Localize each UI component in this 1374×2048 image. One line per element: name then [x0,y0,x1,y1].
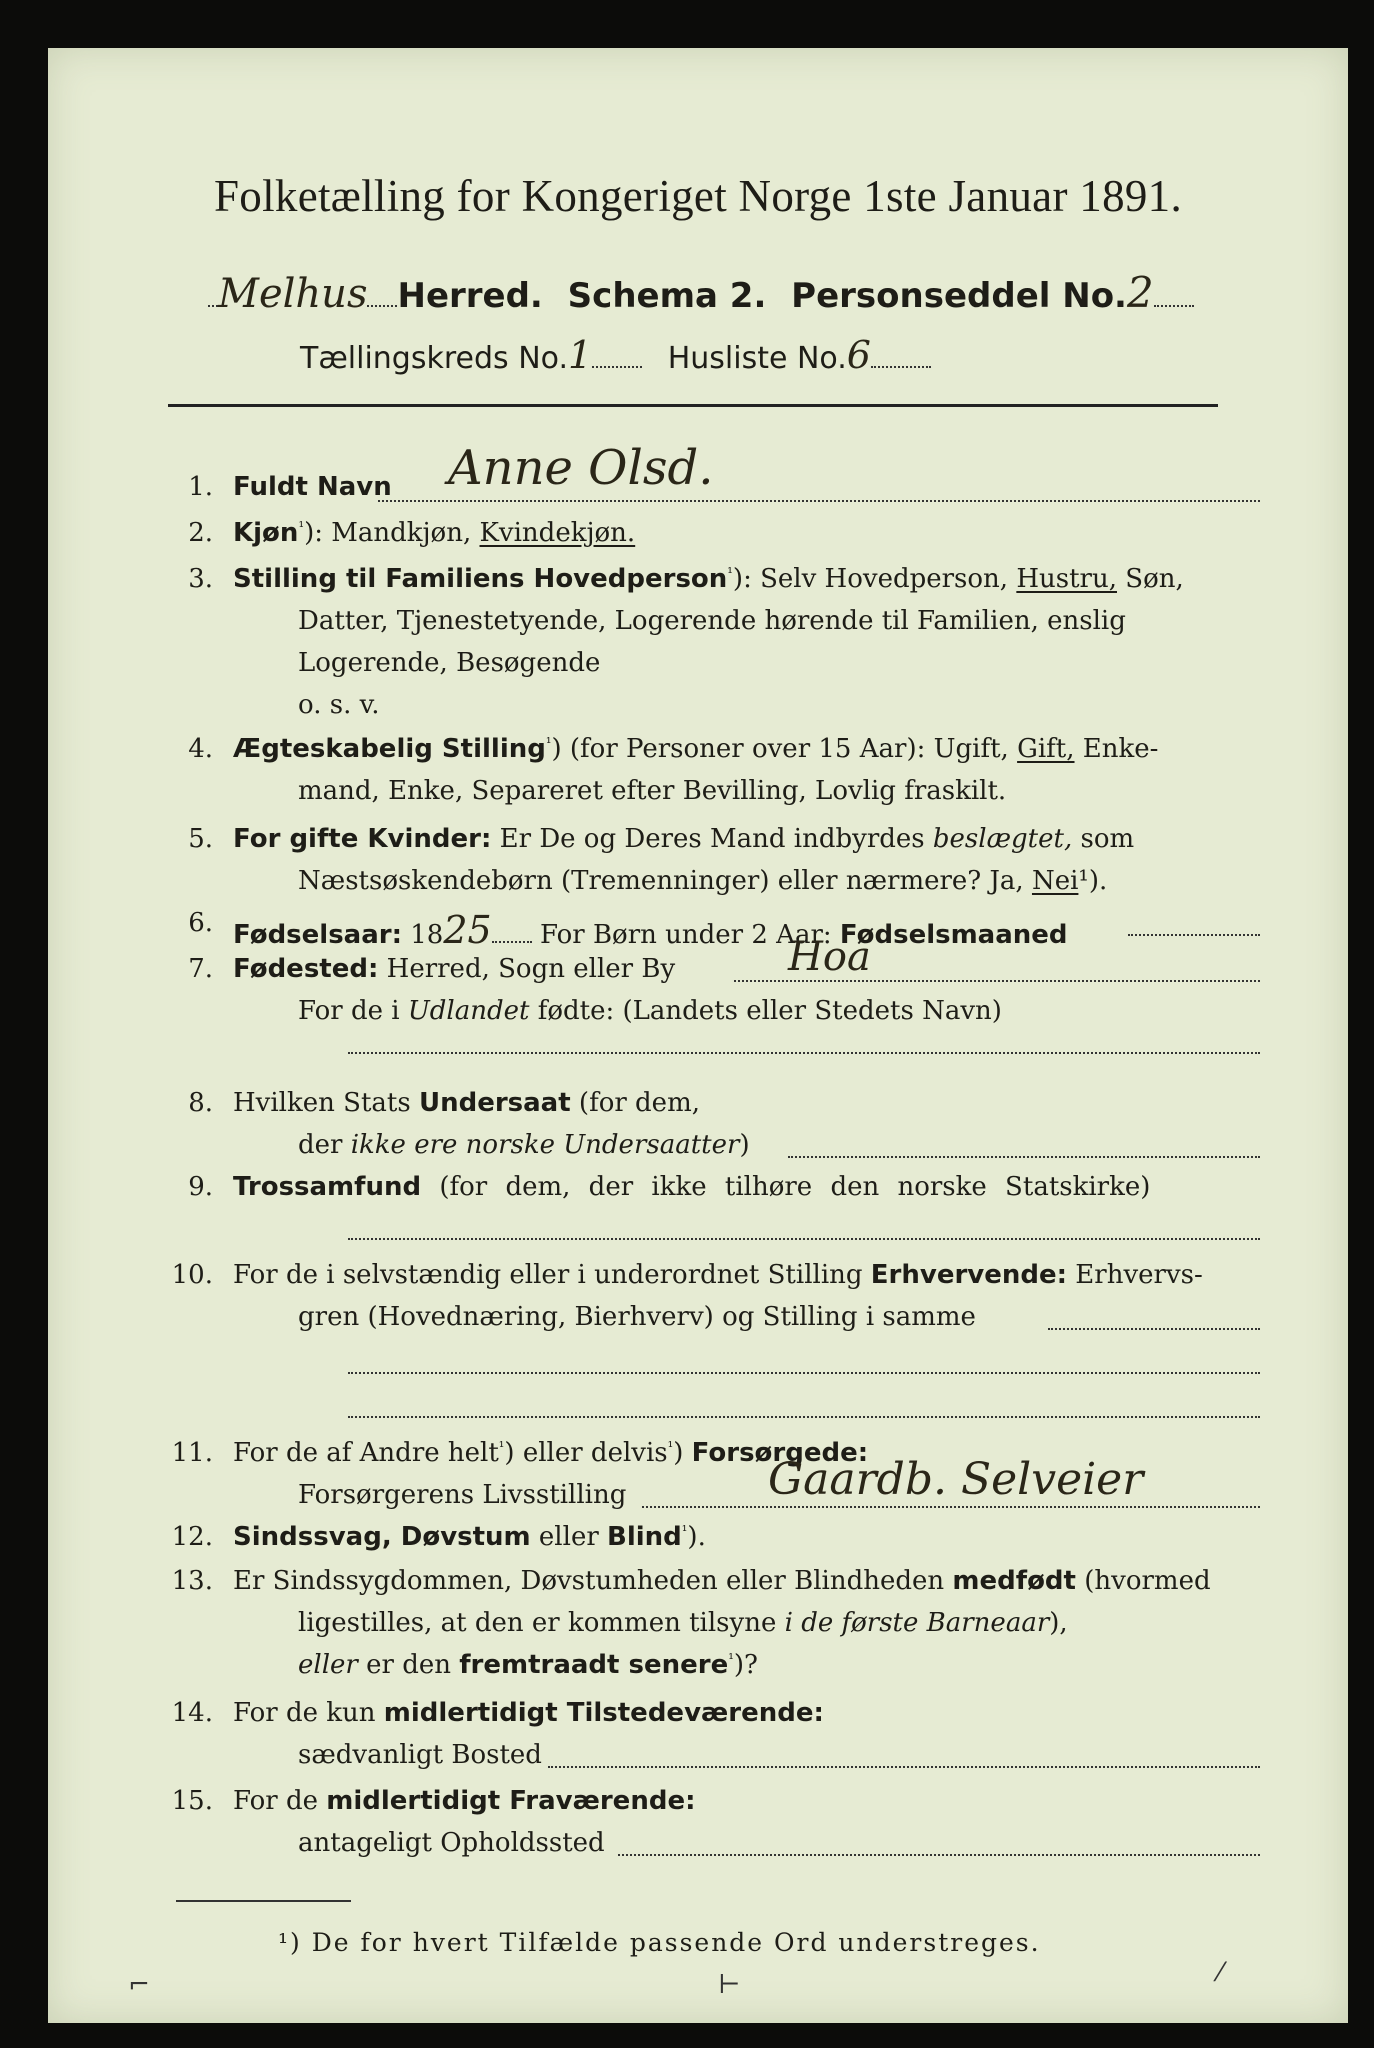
aegteskab-selected: Gift, [1017,734,1075,764]
herred-label: Herred. [397,276,543,316]
item-15-line-2: antageligt Opholdssted [298,1828,605,1858]
item-2: Kjøn$^{^1}$): Mandkjøn, Kvindekjøn. [233,518,636,548]
item-3-line-3: Logerende, Besøgende [298,648,601,678]
undersaat-label: Undersaat [418,1088,571,1118]
kreds-label: Tællingskreds No. [300,341,568,376]
item-15-number: 15. [171,1786,213,1816]
footnote: ¹) De for hvert Tilfælde passende Ord understreges. [278,1928,1041,1957]
stilling-selected: Hustru, [1016,564,1117,594]
fuldt-navn-value: Anne Olsd. [448,440,714,496]
item-13-number: 13. [171,1566,213,1596]
fodselsmaaned-dotline [1128,934,1260,936]
item-7: Fødested: Herred, Sogn eller By [233,954,676,984]
item-13-line-3: eller er den fremtraadt senere$^{^1}$)? [298,1650,758,1680]
herred-value: Melhus [218,271,368,317]
aegteskab-label: Ægteskabelig Stilling [233,734,546,764]
item-1 [233,472,392,502]
census-form [48,48,1348,2023]
pen-mark-right: ⁄ [1218,1958,1223,1988]
item-5-line-2: Næstsøskendebørn (Tremenninger) eller nærmere? Ja, Nei¹). [298,866,1108,896]
trossamfund-dotline [348,1238,1260,1240]
schema-label: Schema 2. [567,276,767,316]
stilling-label: Stilling til Familiens Hovedperson [233,564,728,594]
item-15: For de midlertidigt Fraværende: [233,1786,696,1816]
fodested-value: Hoa [788,934,871,980]
item-9-number: 9. [188,1172,213,1202]
udlandet-dotline [348,1052,1260,1054]
fodselsmaaned-label: Fødselsmaaned [839,920,1068,950]
erhverv-dotline-3 [348,1416,1260,1418]
item-10-number: 10. [171,1260,213,1290]
item-14-number: 14. [171,1698,213,1728]
item-11-number: 11. [171,1438,213,1468]
pen-mark-left: ⌐ [128,1970,150,2000]
item-14-line-2: sædvanligt Bosted [298,1740,542,1770]
header-herred-row [208,268,1194,317]
item-12: Sindssvag, Døvstum eller Blind$^{^1}$). [233,1522,706,1552]
livsstilling-dotline [642,1506,1260,1508]
livsstilling-value: Gaardb. Selveier [768,1454,1144,1505]
kreds-value: 1 [568,333,593,377]
item-4: Ægteskabelig Stilling$^{^1}$) (for Personer over 15 Aar): Ugift, Gift, Enke- [233,734,1159,764]
item-11: For de af Andre helt$^{^1}$) eller delvis$^{^1}$) Forsørgede: [233,1438,869,1468]
item-6-number: 6. [188,908,213,938]
personseddel-label: Personseddel No. [791,276,1127,316]
item-3-line-2: Datter, Tjenestetyende, Logerende hørende til Familien, enslig [298,606,1126,636]
item-13-line-2: ligestilles, at den er kommen tilsyne i de første Barneaar), [298,1608,1068,1638]
item-5-number: 5. [188,824,213,854]
item-3-line-4: o. s. v. [298,690,380,720]
header-rule [168,404,1218,407]
item-7-number: 7. [188,954,213,984]
item-1-number: 1. [188,472,213,502]
fodested-label: Fødested: [233,954,379,984]
item-10-line-2: gren (Hovednæring, Bierhverv) og Stilling i samme [298,1302,976,1332]
medfodt-label: medfødt [952,1566,1076,1596]
bosted-dotline [548,1766,1260,1768]
item-3-number: 3. [188,564,213,594]
fuldt-navn-dotline [378,500,1260,502]
item-7-line-2: For de i Udlandet fødte: (Landets eller Stedets Navn) [298,996,1002,1026]
fodested-dotline [734,980,1260,982]
item-8-line-2: der ikke ere norske Undersaatter) [298,1130,750,1160]
item-8-number: 8. [188,1088,213,1118]
item-12-number: 12. [171,1522,213,1552]
forsorgede-label: Forsørgede: [691,1438,869,1468]
item-13: Er Sindssygdommen, Døvstumheden eller Blindheden medfødt (hvormed [233,1566,1211,1596]
erhvervende-label: Erhvervende: [870,1260,1068,1290]
erhverv-dotline-1 [1048,1328,1260,1330]
item-2-number: 2. [188,518,213,548]
kjon-label: Kjøn [233,518,299,548]
item-6: Fødselsaar: 1825 For Børn under 2 Aar: Fødselsmaaned [233,908,1068,952]
item-3: Stilling til Familiens Hovedperson$^{^1}$): Selv Hovedperson, Hustru, Søn, [233,564,1184,594]
header-kreds-row [300,333,931,377]
item-9: Trossamfund (for dem, der ikke tilhøre den norske Statskirke) [233,1172,1151,1202]
item-4-number: 4. [188,734,213,764]
opholdssted-dotline [618,1854,1260,1856]
sindssvag-label: Sindssvag, Døvstum [233,1522,531,1552]
item-11-line-2: Forsørgerens Livsstilling [298,1480,627,1510]
footnote-rule [176,1900,351,1902]
kjon-selected: Kvindekjøn. [479,518,636,548]
fodselsaar-label: Fødselsaar: [233,920,402,950]
beslaegtet-selected: Nei [1031,866,1079,896]
item-14: For de kun midlertidigt Tilstedeværende: [233,1698,824,1728]
pen-mark-center: ⊢ [718,1970,741,2000]
fodselsaar-value: 25 [443,908,492,952]
item-10: For de i selvstændig eller i underordnet Stilling Erhvervende: Erhvervs- [233,1260,1203,1290]
item-5: For gifte Kvinder: Er De og Deres Mand indbyrdes beslægtet, som [233,824,1135,854]
fuldt-navn-label: Fuldt Navn [233,472,392,502]
form-title: Folketælling for Kongeriget Norge 1ste Januar 1891. [213,171,1183,221]
undersaat-dotline [788,1156,1260,1158]
personseddel-value: 2 [1126,268,1154,317]
husliste-label: Husliste No. [667,341,847,376]
item-4-line-2: mand, Enke, Separeret efter Bevilling, Lovlig fraskilt. [298,776,1007,806]
trossamfund-label: Trossamfund [233,1172,422,1202]
item-8: Hvilken Stats Undersaat (for dem, [233,1088,700,1118]
fravaerende-label: midlertidigt Fraværende: [326,1786,696,1816]
gifte-kvinder-label: For gifte Kvinder: [233,824,492,854]
erhverv-dotline-2 [348,1372,1260,1374]
tilstedevaerende-label: midlertidigt Tilstedeværende: [383,1698,824,1728]
husliste-value: 6 [846,333,871,377]
